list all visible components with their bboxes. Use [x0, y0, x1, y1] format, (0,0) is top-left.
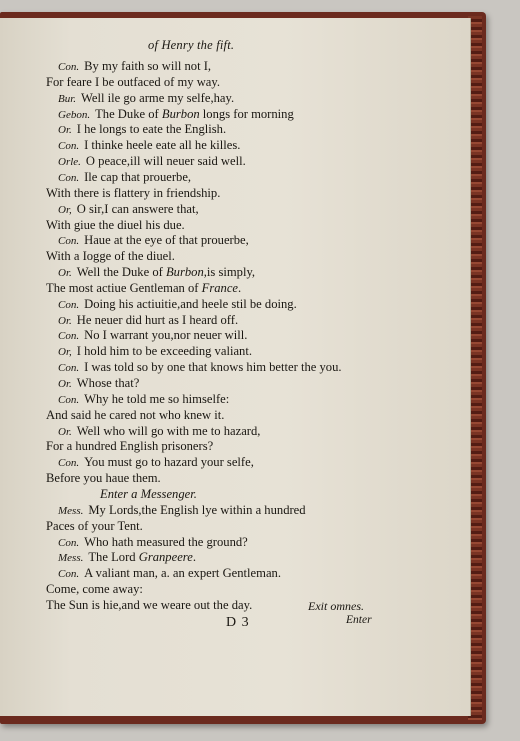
text-line — [58, 297, 297, 313]
text-line — [46, 249, 175, 264]
speaker-label: Con. — [58, 330, 80, 343]
line-text: O sir,I can answere that, — [76, 201, 199, 216]
text-line — [58, 122, 226, 138]
text-line — [58, 154, 246, 170]
speaker-label: Con. — [58, 298, 80, 311]
book-page — [0, 18, 471, 716]
line-text: No I warrant you,nor neuer will. — [84, 328, 248, 343]
line-text: Haue at the eye of that prouerbe, — [84, 233, 249, 248]
italic-text: Burbon — [161, 106, 200, 121]
text-line — [58, 455, 254, 471]
text-line — [58, 535, 248, 551]
text-line — [58, 313, 238, 329]
text-line — [58, 233, 249, 249]
speaker-label: Or. — [58, 378, 72, 390]
text-line — [46, 439, 213, 454]
line-text: My Lords,the English lye within a hundred — [88, 502, 306, 517]
line-text: A valiant man, a. an expert Gentleman. — [84, 566, 281, 581]
speaker-label: Or, — [58, 203, 72, 216]
line-text: Doing his actiuitie,and heele stil be doing. — [84, 296, 297, 311]
catchword: Enter — [346, 614, 372, 626]
text-line — [58, 138, 240, 154]
signature-mark: D 3 — [226, 615, 250, 630]
line-text: For a hundred English prisoners? — [46, 439, 214, 454]
speaker-label: Con. — [58, 568, 80, 581]
speaker-label: Or. — [58, 124, 72, 137]
text-line — [46, 408, 224, 423]
speaker-label: Con. — [58, 235, 80, 248]
line-text: Well the Duke of — [76, 265, 166, 280]
text-line — [58, 360, 342, 376]
text-line — [46, 598, 252, 613]
text-line — [46, 186, 220, 201]
speaker-label: Bur. — [58, 92, 77, 105]
speaker-label: Con. — [58, 536, 80, 549]
stage-direction-exit: Exit omnes. — [308, 599, 364, 613]
italic-text: Burbon — [165, 265, 204, 280]
running-header: of Henry the fift. — [148, 38, 235, 52]
text-line — [58, 107, 294, 123]
line-text: The Lord — [88, 550, 139, 565]
speaker-label: Orle. — [58, 156, 81, 169]
text-line — [58, 344, 252, 360]
speaker-label: Or. — [58, 314, 72, 327]
line-text: Who hath measured the ground? — [84, 534, 248, 549]
line-text: I he longs to eate the English. — [76, 122, 227, 137]
text-line — [46, 519, 143, 534]
text-line — [58, 566, 281, 582]
line-text: The Sun is hie,and we weare out the day. — [46, 597, 253, 612]
text-line — [100, 487, 197, 502]
italic-text: France — [201, 280, 238, 295]
page-text — [0, 18, 470, 716]
line-text: He neuer did hurt as I heard off. — [76, 312, 239, 327]
speaker-label: Con. — [58, 140, 80, 153]
line-text: Before you haue them. — [46, 471, 161, 486]
text-line — [58, 550, 196, 566]
text-line — [58, 265, 255, 281]
line-text: With giue the diuel his due. — [46, 217, 185, 232]
text-line — [58, 59, 211, 75]
speaker-label: Or. — [58, 425, 72, 438]
text-line — [58, 328, 247, 344]
text-line — [46, 75, 220, 90]
line-text-after: ,is simply, — [203, 265, 256, 280]
line-text-after: . — [238, 280, 242, 295]
line-text-after: . — [192, 550, 196, 565]
line-text: Ile cap that prouerbe, — [84, 169, 192, 184]
line-text: You must go to hazard your selfe, — [84, 455, 254, 470]
line-text: For feare I be outfaced of my way. — [46, 74, 221, 89]
text-line — [46, 281, 241, 296]
speaker-label: Or, — [58, 346, 72, 359]
speaker-label: Con. — [58, 393, 80, 406]
line-text: By my faith so will not I, — [84, 59, 212, 73]
line-text: Well ile go arme my selfe,hay. — [81, 90, 235, 105]
line-text: The most actiue Gentleman of — [46, 280, 202, 295]
text-line — [58, 424, 260, 440]
line-text: Whose that? — [76, 376, 140, 390]
text-line — [46, 471, 161, 486]
speaker-label: Con. — [58, 61, 80, 73]
italic-text: Granpeere — [138, 550, 193, 565]
line-text: I hold him to be exceeding valiant. — [76, 344, 252, 359]
line-text: O peace,ill will neuer said well. — [85, 154, 246, 169]
line-text: Paces of your Tent. — [46, 518, 143, 533]
speaker-label: Con. — [58, 171, 80, 184]
line-text: Why he told me so himselfe: — [84, 391, 230, 406]
line-text: With a Iogge of the diuel. — [46, 249, 175, 264]
speaker-label: Con. — [58, 457, 80, 470]
line-text-after: longs for morning — [199, 106, 294, 121]
text-line — [46, 218, 185, 233]
line-text: Come, come away: — [46, 582, 143, 597]
speaker-label: Or. — [58, 267, 72, 280]
line-text: With there is flattery in friendship. — [46, 185, 221, 200]
text-line — [58, 503, 306, 519]
speaker-label: Mess. — [58, 552, 84, 565]
text-line — [58, 91, 234, 107]
text-line — [58, 376, 139, 392]
text-line — [58, 170, 191, 186]
line-text: The Duke of — [95, 106, 162, 121]
line-text: Well who will go with me to hazard, — [76, 423, 261, 438]
line-text: I was told so by one that knows him better the you. — [84, 360, 342, 375]
text-line — [58, 202, 199, 218]
speaker-label: Mess. — [58, 504, 84, 517]
speaker-label: Con. — [58, 362, 80, 375]
speaker-label: Gebon. — [58, 108, 91, 121]
italic-text: Enter a Messenger. — [100, 486, 197, 501]
line-text: And said he cared not who knew it. — [46, 407, 225, 422]
line-text: I thinke heele eate all he killes. — [84, 138, 241, 153]
text-line — [58, 392, 229, 408]
text-line — [46, 582, 143, 597]
